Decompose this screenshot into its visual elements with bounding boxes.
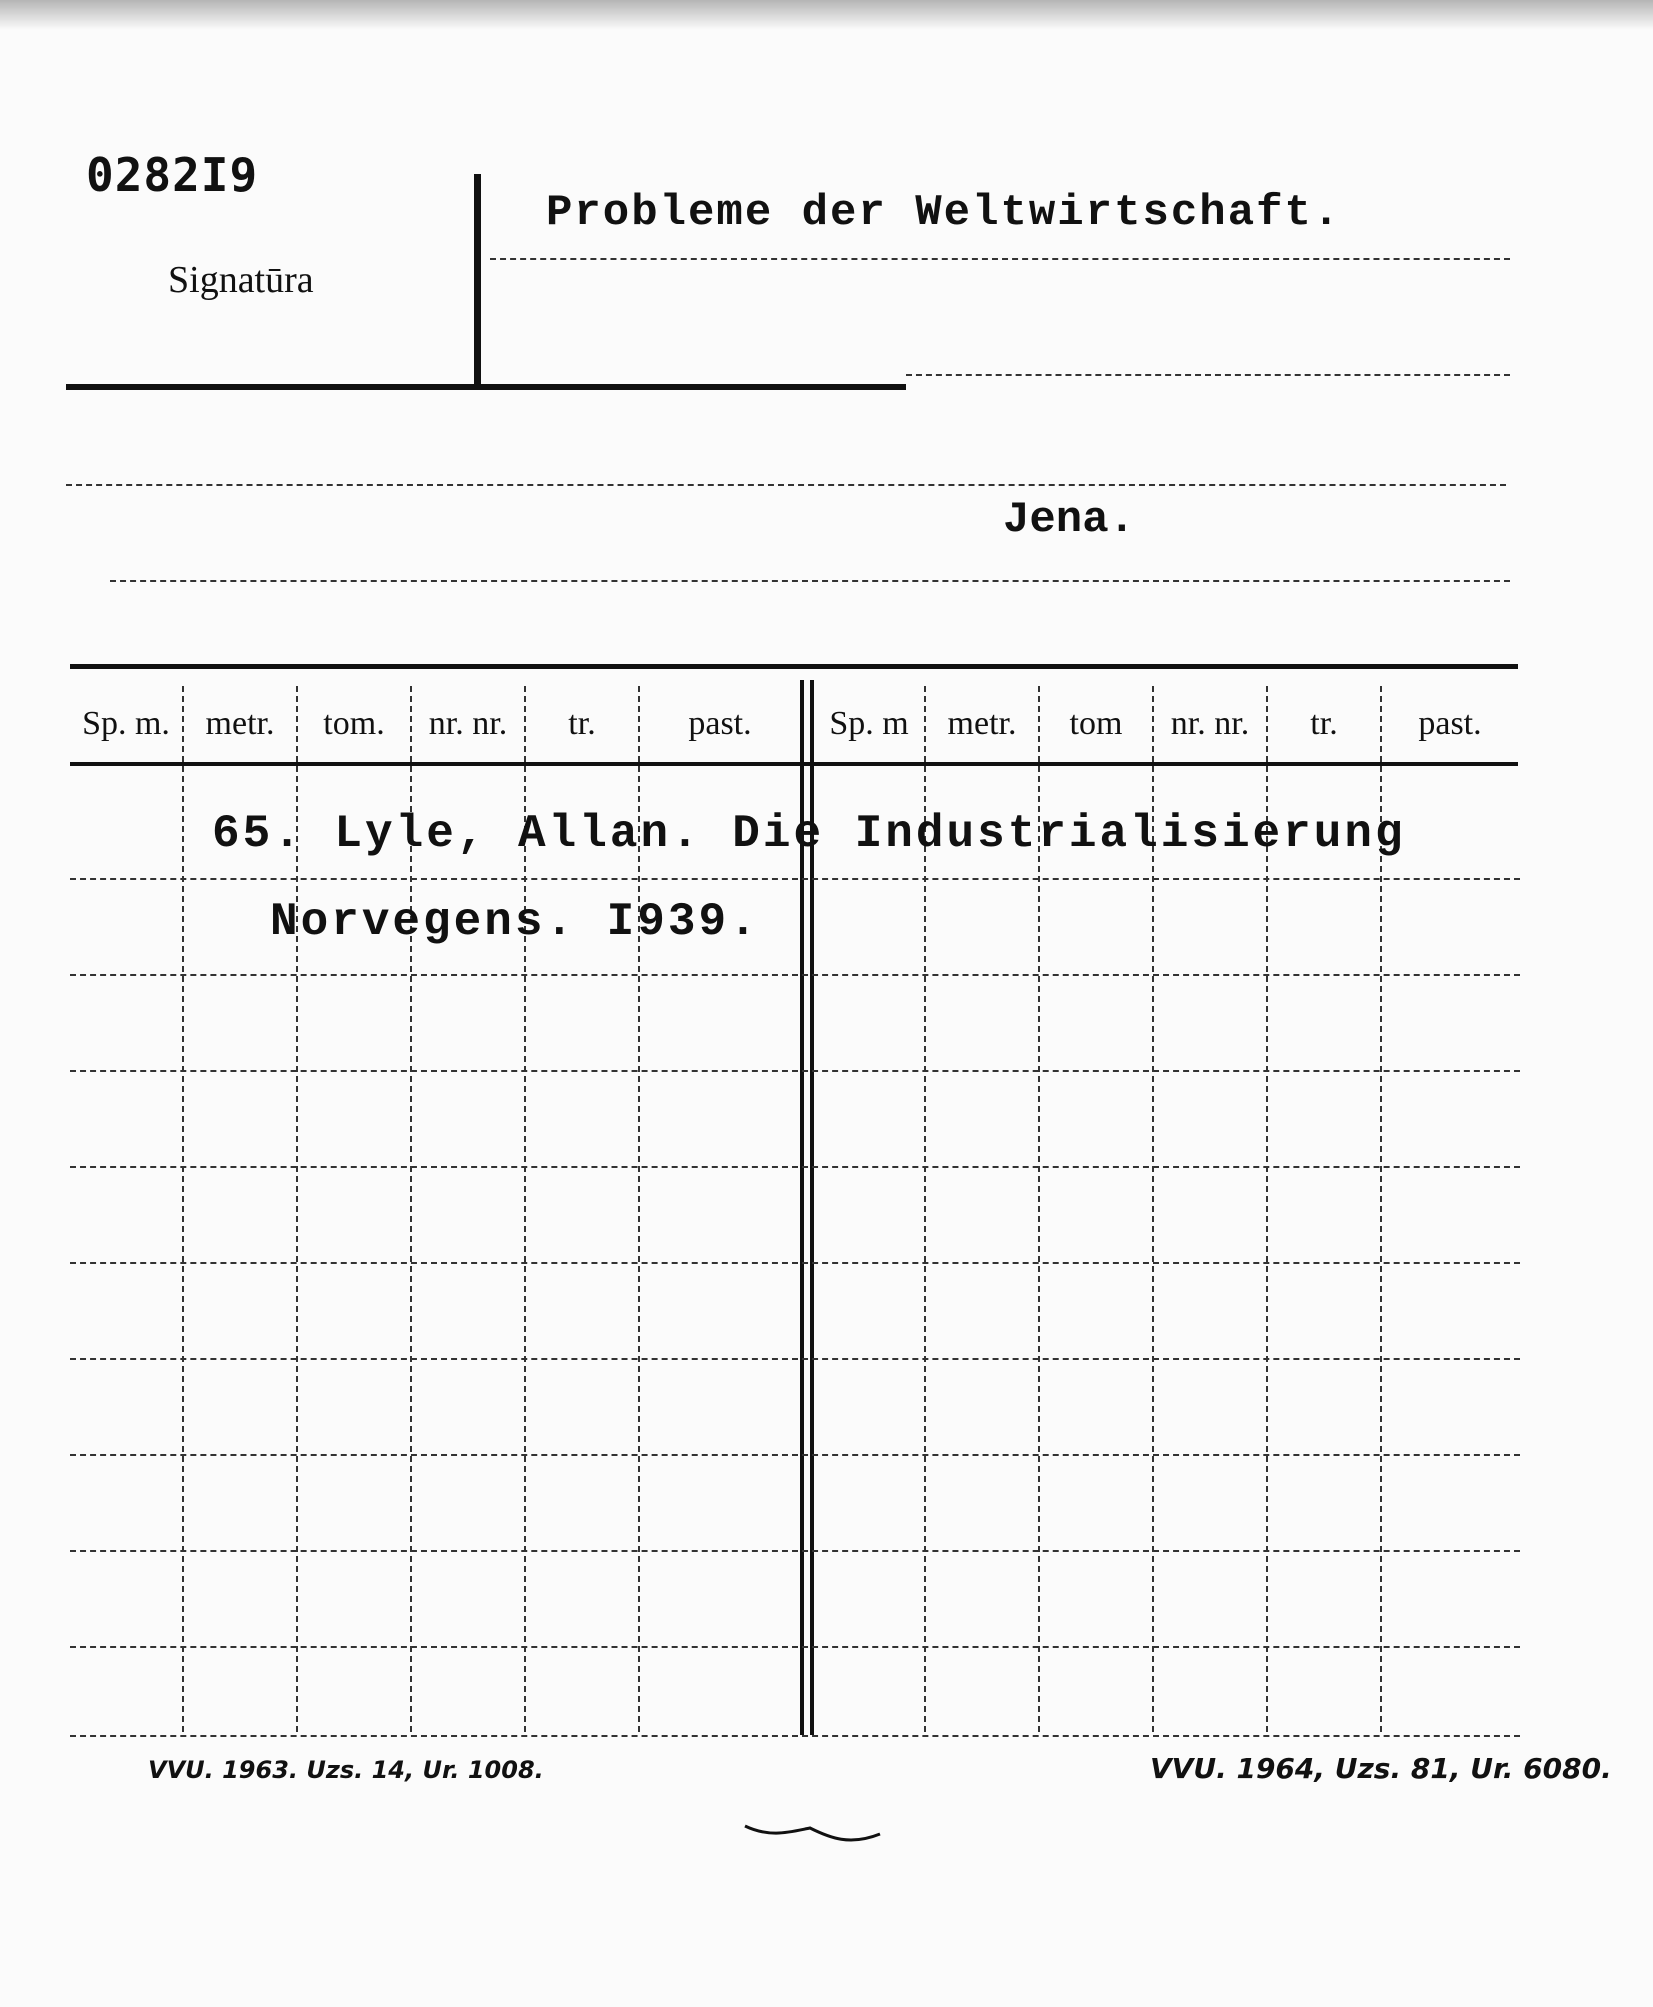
row-line [70,1454,1520,1456]
table-top-rule [70,664,1518,669]
title-underline [490,258,1510,260]
row-line [70,1646,1520,1648]
header-sp-m-right: Sp. m [829,705,909,742]
top-edge-scuff [0,0,1653,30]
row-line [70,974,1520,976]
col-sep [182,686,184,1732]
header-rule-dashed [906,374,1510,376]
entry-line-2: Norvegens. I939. [270,896,760,948]
header-divider [474,174,481,384]
header-past-right: past. [1418,705,1482,742]
signature-number: 0282I9 [86,148,259,202]
header-tom-left: tom. [323,705,385,742]
ink-mark [740,1808,890,1858]
publication-title: Probleme der Weltwirtschaft. [546,188,1342,238]
row-line [70,1358,1520,1360]
signature-label: Signatūra [168,259,314,301]
header-tr-right: tr. [1310,705,1338,742]
header-tom-right: tom [1069,705,1123,742]
imprint-line-2 [110,580,1510,582]
row-line [70,1262,1520,1264]
stamp-note-left: VVU. 1963. Uzs. 14, Ur. 1008. [148,1756,544,1784]
header-nr-left: nr. nr. [428,705,508,742]
row-line [70,1166,1520,1168]
header-nr-right: nr. nr. [1170,705,1250,742]
header-sp-m-left: Sp. m. [82,705,170,742]
row-line [70,878,1520,880]
row-line [70,1550,1520,1552]
header-past-left: past. [688,705,752,742]
entry-line-1: 65. Lyle, Allan. Die Industrialisierung [212,808,1406,860]
header-rule [66,384,906,390]
table-bottom-rule [70,1735,1520,1737]
imprint-line-1 [66,484,1506,486]
publication-place: Jena. [1003,495,1136,545]
stamp-note-right: VVU. 1964, Uzs. 81, Ur. 6080. [1150,1752,1612,1785]
header-metr-left: metr. [205,705,275,742]
header-tr-left: tr. [568,705,596,742]
header-metr-right: metr. [947,705,1017,742]
row-line [70,1070,1520,1072]
header-bottom-rule [70,762,1518,766]
